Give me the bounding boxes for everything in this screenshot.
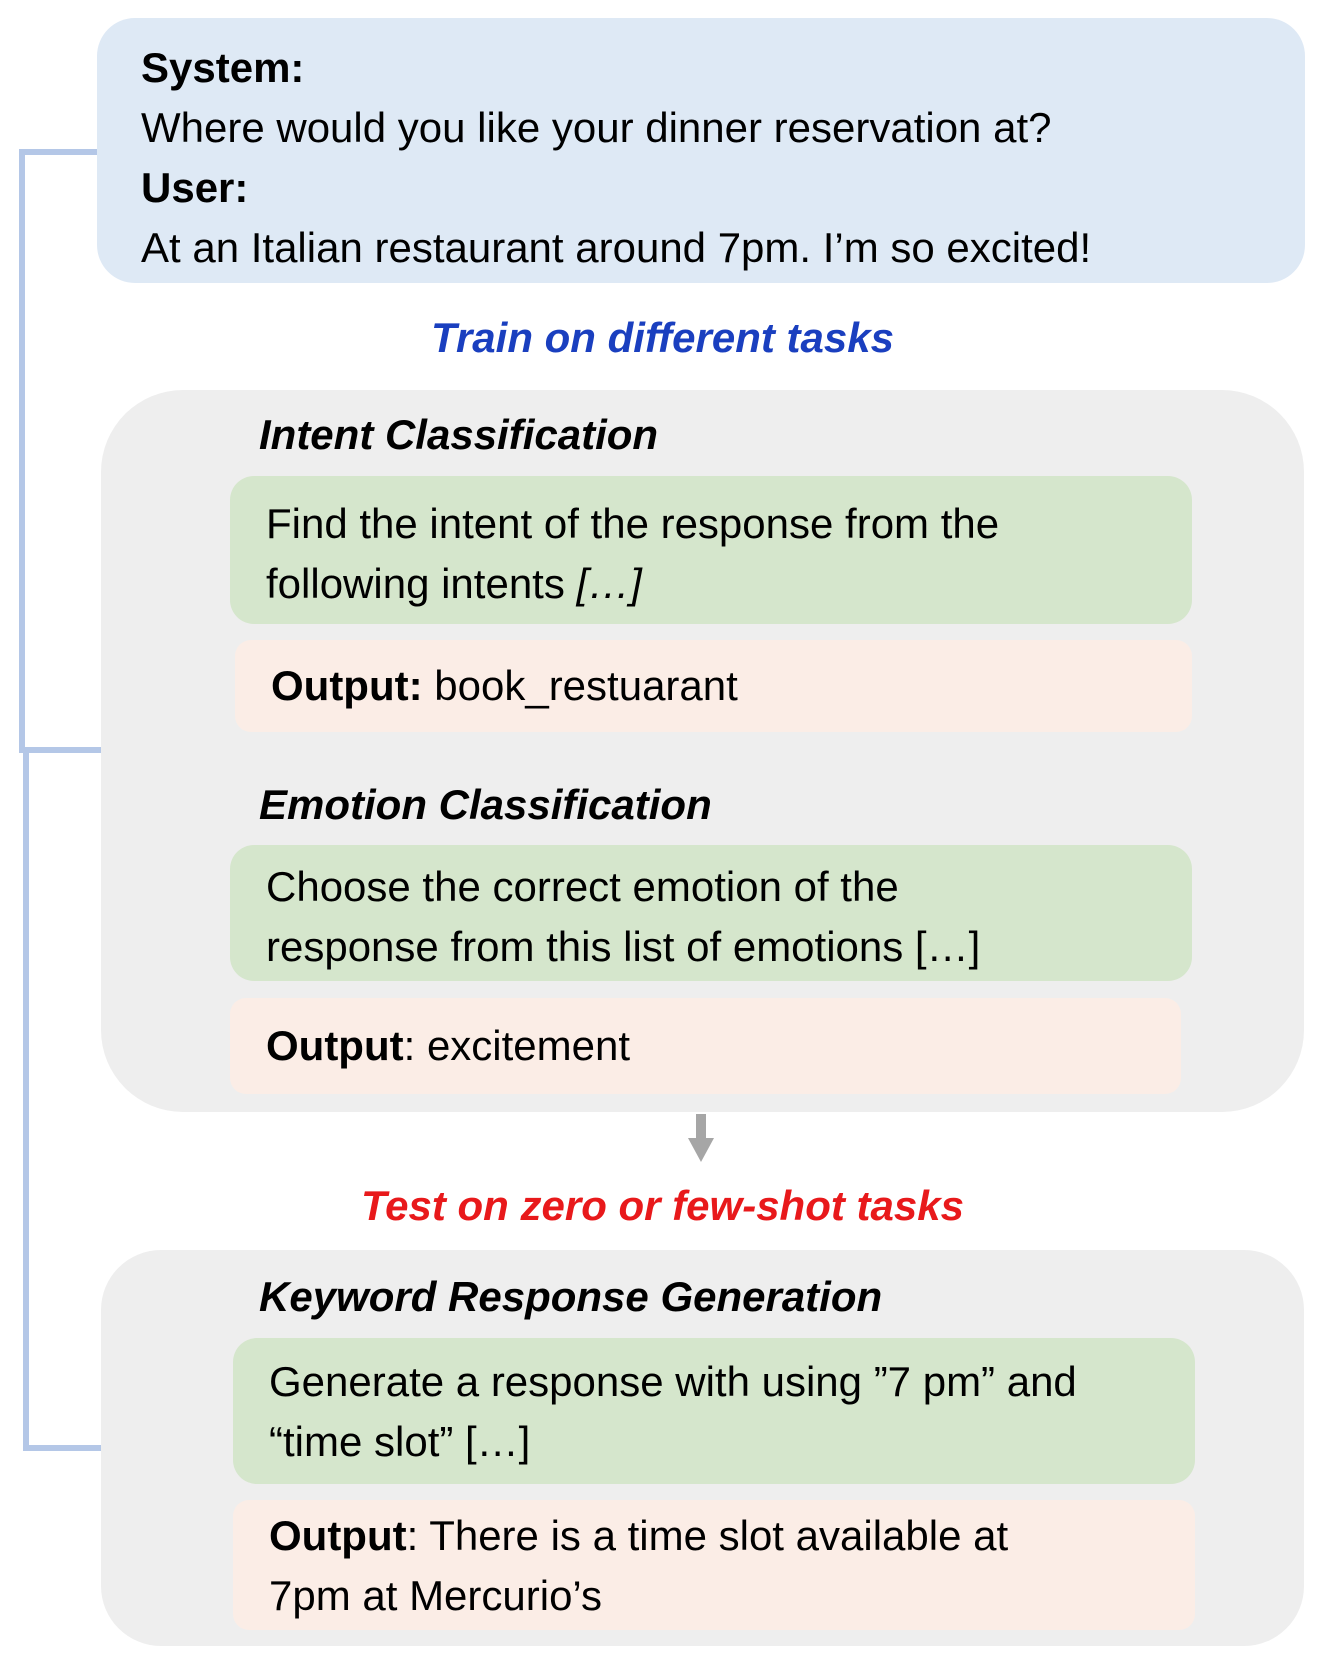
keyword-output-value-line1: : There is a time slot available at [406, 1512, 1009, 1559]
down-arrow-icon [688, 1114, 714, 1164]
emotion-prompt-line2: response from this list of emotions […] [266, 923, 981, 970]
connector-to-test-panel [22, 750, 103, 1448]
system-label: System: [141, 44, 305, 91]
intent-output-value: book_restuarant [422, 662, 738, 709]
keyword-output-box [233, 1500, 1195, 1630]
emotion-output-label: Output [266, 1022, 404, 1069]
emotion-task-title: Emotion Classification [259, 781, 712, 828]
keyword-prompt-line1: Generate a response with using ”7 pm” and [269, 1358, 1077, 1405]
keyword-prompt-line2: “time slot” […] [269, 1418, 531, 1465]
keyword-prompt-box [233, 1338, 1195, 1484]
keyword-output-line1 [269, 1506, 1159, 1566]
keyword-task-title: Keyword Response Generation [259, 1273, 883, 1320]
intent-prompt-box [230, 476, 1192, 624]
user-utterance: At an Italian restaurant around 7pm. I’m so excited! [141, 224, 1092, 271]
dialogue-box [97, 18, 1305, 283]
connector-to-train-panel [22, 152, 103, 750]
keyword-output-value-line2: 7pm at Mercurio’s [269, 1572, 603, 1619]
intent-prompt-ellipsis: […] [576, 560, 642, 607]
intent-output-label: Output: [271, 662, 423, 709]
intent-task-title: Intent Classification [259, 411, 659, 458]
user-label: User: [141, 164, 249, 211]
intent-output-box [235, 640, 1192, 732]
test-caption: Test on zero or few-shot tasks [361, 1182, 964, 1229]
emotion-output-value: : excitement [403, 1022, 631, 1069]
intent-prompt-line2-text: following intents [266, 560, 577, 607]
emotion-prompt-box [230, 845, 1192, 981]
train-caption: Train on different tasks [431, 314, 894, 361]
intent-prompt-line1: Find the intent of the response from the [266, 500, 1000, 547]
keyword-output-label: Output [269, 1512, 407, 1559]
emotion-prompt-line1: Choose the correct emotion of the [266, 863, 899, 910]
system-utterance: Where would you like your dinner reservation at? [141, 104, 1052, 151]
emotion-output-box [230, 998, 1181, 1094]
intent-prompt-line2 [266, 554, 1156, 614]
